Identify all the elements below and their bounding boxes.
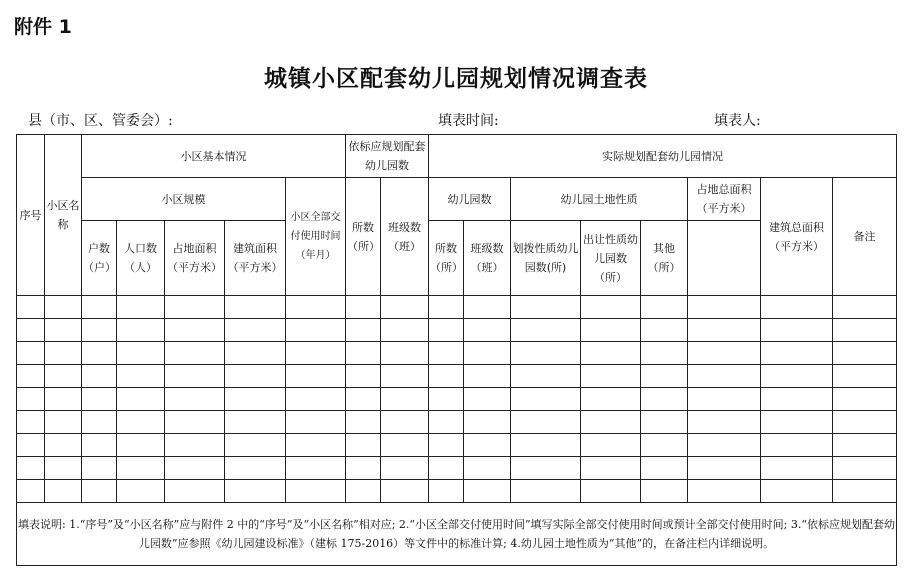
page-title: 城镇小区配套幼儿园规划情况调查表 [264, 65, 648, 92]
table-cell[interactable] [429, 434, 464, 457]
table-cell[interactable] [45, 480, 82, 503]
table-cell[interactable] [82, 342, 117, 365]
table-cell[interactable] [641, 365, 688, 388]
header-transferred: 出让性质幼儿园数（所） [581, 221, 641, 296]
table-row [17, 434, 897, 457]
table-cell[interactable] [429, 319, 464, 342]
table-cell[interactable] [117, 319, 165, 342]
table-cell[interactable] [17, 411, 45, 434]
table-cell[interactable] [581, 411, 641, 434]
table-cell[interactable] [761, 342, 833, 365]
table-cell[interactable] [511, 411, 581, 434]
table-cell[interactable] [117, 365, 165, 388]
table-cell[interactable] [82, 365, 117, 388]
table-cell[interactable] [381, 319, 429, 342]
table-cell[interactable] [761, 480, 833, 503]
table-cell[interactable] [286, 319, 346, 342]
table-cell[interactable] [286, 296, 346, 319]
table-cell[interactable] [641, 457, 688, 480]
header-actual-planned: 实际规划配套幼儿园情况 [429, 135, 897, 178]
table-cell[interactable] [165, 296, 225, 319]
table-cell[interactable] [511, 365, 581, 388]
table-cell[interactable] [165, 480, 225, 503]
table-cell[interactable] [464, 319, 511, 342]
table-cell[interactable] [346, 434, 381, 457]
header-remarks: 备注 [833, 178, 897, 296]
table-cell[interactable] [82, 480, 117, 503]
header-act-classes: 班级数（班） [464, 221, 511, 296]
table-cell[interactable] [165, 388, 225, 411]
table-cell[interactable] [45, 342, 82, 365]
table-cell[interactable] [381, 296, 429, 319]
table-cell[interactable] [511, 296, 581, 319]
table-cell[interactable] [82, 457, 117, 480]
table-cell[interactable] [381, 388, 429, 411]
table-cell[interactable] [381, 457, 429, 480]
table-cell[interactable] [381, 411, 429, 434]
table-cell[interactable] [286, 365, 346, 388]
table-cell[interactable] [381, 480, 429, 503]
table-cell[interactable] [688, 480, 761, 503]
table-cell[interactable] [225, 365, 286, 388]
survey-table [16, 134, 897, 566]
table-cell[interactable] [117, 296, 165, 319]
table-cell[interactable] [117, 388, 165, 411]
table-cell[interactable] [833, 411, 897, 434]
table-cell[interactable] [165, 365, 225, 388]
table-cell[interactable] [581, 434, 641, 457]
data-rows [17, 296, 897, 503]
table-cell[interactable] [117, 480, 165, 503]
table-row [17, 480, 897, 503]
table-cell[interactable] [761, 411, 833, 434]
header-seq: 序号 [17, 135, 45, 296]
table-cell[interactable] [581, 388, 641, 411]
table-cell[interactable] [17, 388, 45, 411]
table-cell[interactable] [225, 296, 286, 319]
table-cell[interactable] [381, 342, 429, 365]
table-cell[interactable] [641, 411, 688, 434]
table-cell[interactable] [581, 342, 641, 365]
table-cell[interactable] [17, 296, 45, 319]
table-cell[interactable] [165, 457, 225, 480]
table-cell[interactable] [833, 457, 897, 480]
table-cell[interactable] [761, 365, 833, 388]
table-row [17, 365, 897, 388]
table-cell[interactable] [761, 388, 833, 411]
table-cell[interactable] [429, 342, 464, 365]
table-cell[interactable] [511, 457, 581, 480]
table-cell[interactable] [511, 434, 581, 457]
table-cell[interactable] [82, 388, 117, 411]
header-standard-planned: 依标应规划配套幼儿园数 [346, 135, 429, 178]
header-building-area: 建筑面积（平方米） [225, 221, 286, 296]
table-cell[interactable] [429, 411, 464, 434]
table-cell[interactable] [286, 342, 346, 365]
header-basic-info: 小区基本情况 [82, 135, 346, 178]
header-community-name: 小区名称 [45, 135, 82, 296]
table-cell[interactable] [833, 434, 897, 457]
table-cell[interactable] [761, 457, 833, 480]
header-std-count: 所数（所） [346, 178, 381, 296]
table-cell[interactable] [511, 480, 581, 503]
table-cell[interactable] [165, 434, 225, 457]
table-cell[interactable] [511, 342, 581, 365]
table-cell[interactable] [511, 319, 581, 342]
table-cell[interactable] [346, 342, 381, 365]
table-cell[interactable] [165, 411, 225, 434]
table-cell[interactable] [464, 365, 511, 388]
table-row [17, 342, 897, 365]
table-cell[interactable] [641, 296, 688, 319]
table-cell[interactable] [511, 388, 581, 411]
header-scale: 小区规模 [82, 178, 286, 221]
table-cell[interactable] [464, 434, 511, 457]
header-act-count: 所数（所） [429, 221, 464, 296]
header-land-area: 占地面积（平方米） [165, 221, 225, 296]
table-cell[interactable] [688, 296, 761, 319]
table-cell[interactable] [429, 388, 464, 411]
table-cell[interactable] [286, 411, 346, 434]
table-cell[interactable] [45, 434, 82, 457]
attachment-label: 附件 1 [14, 16, 72, 38]
table-cell[interactable] [117, 342, 165, 365]
table-cell[interactable] [17, 342, 45, 365]
table-cell[interactable] [17, 480, 45, 503]
table-cell[interactable] [225, 342, 286, 365]
table-cell[interactable] [581, 319, 641, 342]
table-cell[interactable] [429, 296, 464, 319]
table-cell[interactable] [346, 319, 381, 342]
table-cell[interactable] [641, 342, 688, 365]
table-cell[interactable] [688, 319, 761, 342]
table-cell[interactable] [429, 457, 464, 480]
table-cell[interactable] [688, 342, 761, 365]
table-row [17, 319, 897, 342]
header-blank-cell [688, 221, 761, 296]
table-cell[interactable] [346, 411, 381, 434]
table-cell[interactable] [761, 434, 833, 457]
table-cell[interactable] [833, 480, 897, 503]
header-std-classes: 班级数（班） [381, 178, 429, 296]
table-cell[interactable] [464, 342, 511, 365]
fill-time-label: 填表时间: [438, 113, 499, 129]
table-cell[interactable] [17, 457, 45, 480]
table-cell[interactable] [581, 365, 641, 388]
table-cell[interactable] [464, 480, 511, 503]
table-cell[interactable] [688, 388, 761, 411]
table-cell[interactable] [346, 480, 381, 503]
table-cell[interactable] [381, 434, 429, 457]
table-cell[interactable] [17, 434, 45, 457]
table-cell[interactable] [641, 434, 688, 457]
table-cell[interactable] [225, 480, 286, 503]
table-cell[interactable] [688, 434, 761, 457]
table-cell[interactable] [225, 457, 286, 480]
table-cell[interactable] [761, 319, 833, 342]
header-total-building-area: 建筑总面积（平方米） [761, 178, 833, 296]
table-cell[interactable] [429, 365, 464, 388]
table-cell[interactable] [429, 480, 464, 503]
table-cell[interactable] [464, 388, 511, 411]
table-cell[interactable] [225, 388, 286, 411]
table-cell[interactable] [82, 296, 117, 319]
table-cell[interactable] [833, 296, 897, 319]
table-cell[interactable] [82, 411, 117, 434]
table-cell[interactable] [286, 457, 346, 480]
table-cell[interactable] [581, 480, 641, 503]
table-cell[interactable] [165, 342, 225, 365]
header-other: 其他（所） [641, 221, 688, 296]
table-cell[interactable] [761, 296, 833, 319]
table-cell[interactable] [346, 296, 381, 319]
table-cell[interactable] [17, 319, 45, 342]
table-cell[interactable] [165, 319, 225, 342]
table-cell[interactable] [117, 411, 165, 434]
header-households: 户数（户） [82, 221, 117, 296]
table-cell[interactable] [581, 457, 641, 480]
table-cell[interactable] [82, 434, 117, 457]
table-row [17, 411, 897, 434]
table-cell[interactable] [833, 342, 897, 365]
table-cell[interactable] [833, 319, 897, 342]
table-cell[interactable] [82, 319, 117, 342]
notes: 填表说明: 1.“序号”及“小区名称”应与附件 2 中的“序号”及“小区名称”相对应; 2.“小区全部交付使用时间”填写实际全部交付使用时间或预计全部交付使用时间; 3.“依标应规划配套幼儿园数”应参照《幼儿园建设标准》（建标 175-2016）等文件中的标准计算; 4.幼儿园土地性质为“其他”的，在备注栏内详细说明。 [17, 503, 897, 566]
header-kg-count: 幼儿园数 [429, 178, 511, 221]
table-cell[interactable] [17, 365, 45, 388]
table-cell[interactable] [464, 296, 511, 319]
table-cell[interactable] [833, 365, 897, 388]
table-cell[interactable] [45, 388, 82, 411]
table-cell[interactable] [688, 457, 761, 480]
table-row [17, 296, 897, 319]
table-cell[interactable] [641, 480, 688, 503]
county-label: 县（市、区、管委会）: [28, 113, 173, 129]
table-cell[interactable] [45, 411, 82, 434]
table-cell[interactable] [45, 457, 82, 480]
header-allocated: 划拨性质幼儿园数(所) [511, 221, 581, 296]
header-population: 人口数（人） [117, 221, 165, 296]
table-cell[interactable] [641, 388, 688, 411]
table-cell[interactable] [225, 319, 286, 342]
table-cell[interactable] [464, 411, 511, 434]
table-cell[interactable] [117, 434, 165, 457]
table-row [17, 457, 897, 480]
table-cell[interactable] [286, 434, 346, 457]
filler-label: 填表人: [714, 113, 761, 129]
table-cell[interactable] [688, 365, 761, 388]
table-cell[interactable] [833, 388, 897, 411]
table-cell[interactable] [45, 365, 82, 388]
header-total-land-area: 占地总面积（平方米） [688, 178, 761, 221]
table-cell[interactable] [346, 457, 381, 480]
table-cell[interactable] [688, 411, 761, 434]
header-delivery-time: 小区全部交付使用时间（年月） [286, 178, 346, 296]
table-cell[interactable] [346, 388, 381, 411]
table-cell[interactable] [581, 296, 641, 319]
table-cell[interactable] [45, 319, 82, 342]
table-cell[interactable] [286, 388, 346, 411]
table-cell[interactable] [117, 457, 165, 480]
table-cell[interactable] [225, 411, 286, 434]
table-cell[interactable] [381, 365, 429, 388]
table-cell[interactable] [641, 319, 688, 342]
table-cell[interactable] [346, 365, 381, 388]
header-land-nature: 幼儿园土地性质 [511, 178, 688, 221]
table-cell[interactable] [225, 434, 286, 457]
table-cell[interactable] [464, 457, 511, 480]
table-row [17, 388, 897, 411]
table-cell[interactable] [286, 480, 346, 503]
table-cell[interactable] [45, 296, 82, 319]
